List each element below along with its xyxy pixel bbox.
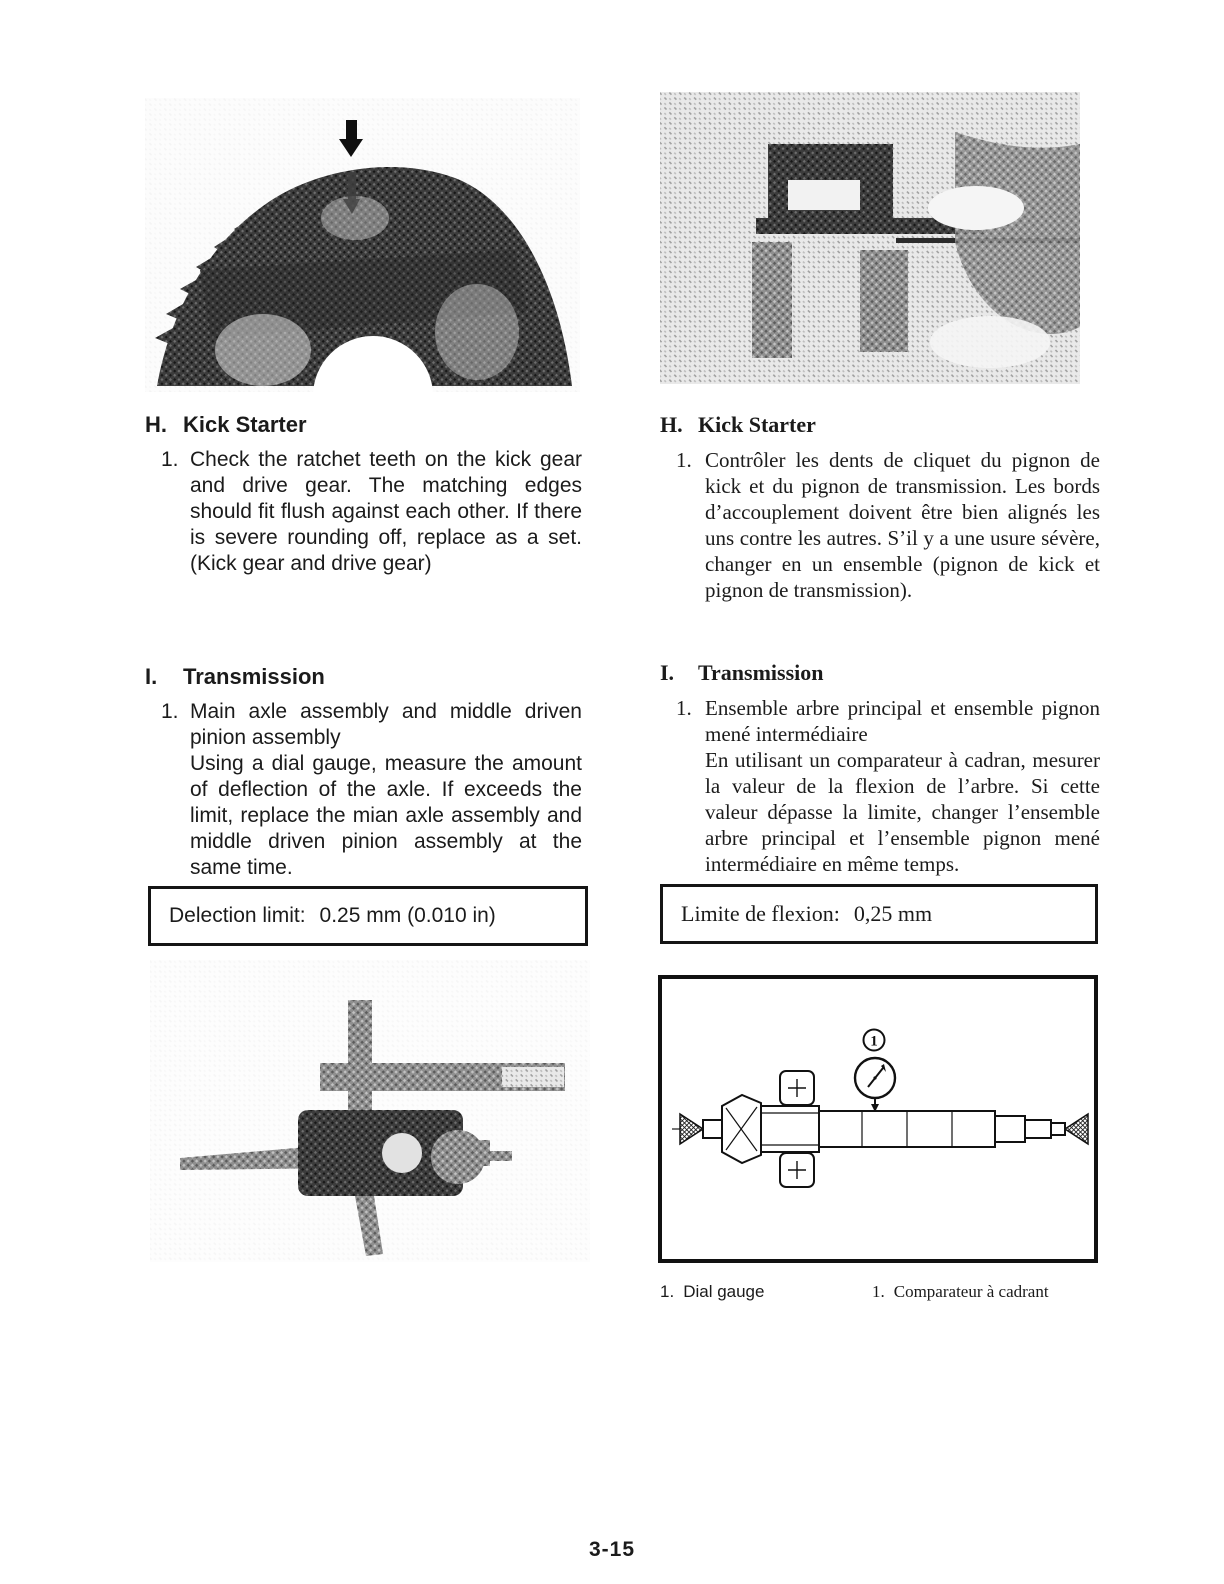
section-title: Transmission (698, 660, 824, 685)
section-heading-en (145, 412, 582, 438)
left-center-support-icon (680, 1114, 703, 1144)
deflection-diagram-art (662, 979, 1094, 1259)
item-title: Ensemble arbre principal et ensemble pignon mené intermédiaire (705, 696, 1100, 746)
section-letter: H. (145, 412, 167, 437)
section-kick-starter-fr (660, 412, 1100, 603)
item-title: Main axle assembly and middle driven pinion assembly (190, 700, 582, 749)
numbered-item (660, 695, 1100, 877)
section-title: Transmission (183, 664, 325, 689)
spec-label: Limite de flexion: (681, 901, 840, 926)
section-letter: I. (145, 664, 158, 689)
item-text: Contrôler les dents de cliquet du pignon de kick et du pignon de transmission. Les bords d’accouplement doivent être bien alignés les uns contre les autres. S’il y a une usure sévère, changer en un ensemble (pignon de kick et pignon de transmission). (705, 448, 1100, 602)
deflection-measurement-diagram (658, 975, 1098, 1263)
spec-box-deflection-limit-fr (660, 884, 1098, 944)
section-letter: I. (660, 660, 675, 685)
caption-text: Comparateur à cadrant (893, 1282, 1049, 1301)
caption-number: 1. (872, 1282, 885, 1301)
kick-gear-photo (145, 98, 580, 392)
spec-value: 0,25 mm (853, 901, 933, 926)
diagram-label-text: 1 (870, 1033, 878, 1050)
item-text (705, 695, 1100, 877)
item-number: 1. (676, 696, 692, 720)
item-number: 1. (161, 448, 179, 471)
main-axle-drawing (703, 1095, 1065, 1163)
spec-box-deflection-limit-en (148, 886, 588, 946)
section-heading-fr (660, 412, 1100, 438)
figure-caption-fr (872, 1282, 1049, 1302)
main-axle-photo (150, 960, 590, 1262)
diagram-label-1 (864, 1030, 885, 1051)
page-number: 3-15 (588, 1538, 636, 1561)
numbered-item (660, 447, 1100, 603)
bearing-bottom-icon (780, 1153, 814, 1187)
numbered-item (145, 447, 582, 577)
dial-gauge-icon (855, 1058, 895, 1112)
item-paragraph: Using a dial gauge, measure the amount of deflection of the axle. If exceeds the limit, replace the mian axle assembly and middle driven pinion assembly at the same time. (190, 752, 582, 879)
dial-gauge-setup-photo-art (660, 92, 1080, 384)
bearing-top-icon (780, 1071, 814, 1105)
right-center-support-icon (1065, 1114, 1088, 1144)
kick-gear-photo-art (145, 98, 580, 392)
dial-gauge-setup-photo (660, 92, 1080, 384)
figure-caption-en (660, 1282, 764, 1302)
spec-label: Delection limit: (169, 904, 306, 927)
section-kick-starter-en (145, 412, 582, 577)
section-transmission-fr (660, 660, 1100, 877)
section-heading-en (145, 664, 582, 690)
item-number: 1. (676, 448, 692, 472)
item-text (190, 699, 582, 881)
main-axle-photo-art (150, 960, 590, 1262)
item-text: Check the ratchet teeth on the kick gear and drive gear. The matching edges should fit flush against each other. If there is severe rounding off, replace as a set. (Kick gear and drive gear) (190, 448, 582, 575)
numbered-item (145, 699, 582, 881)
caption-text: Dial gauge (683, 1282, 765, 1301)
section-title: Kick Starter (698, 412, 816, 437)
section-heading-fr (660, 660, 1100, 686)
caption-number: 1. (660, 1282, 675, 1301)
item-number: 1. (161, 700, 179, 723)
section-letter: H. (660, 412, 683, 437)
spec-value: 0.25 mm (0.010 in) (319, 904, 496, 927)
section-title: Kick Starter (183, 412, 307, 437)
section-transmission-en (145, 664, 582, 881)
item-paragraph: En utilisant un comparateur à cadran, mesurer la valeur de la flexion de l’arbre. Si cette valeur dépasse la limite, changer l’ensemble arbre principal et l’ensemble pignon mené intermédiaire en même temps. (705, 748, 1100, 876)
